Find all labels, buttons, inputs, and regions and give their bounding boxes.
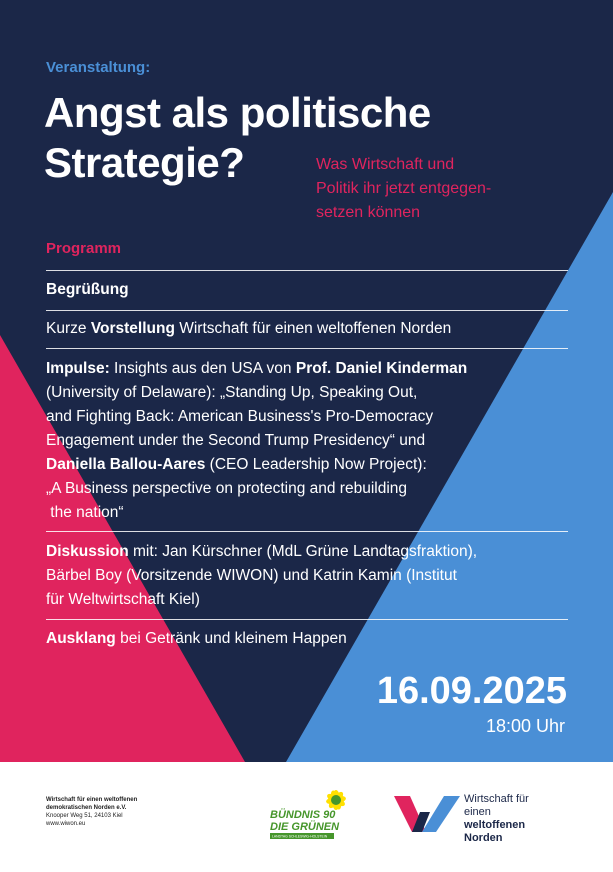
impulse-line: „A Business perspective on protecting and rebuilding <box>46 480 408 497</box>
discussion-label: Diskussion <box>46 543 129 560</box>
impulse-line: and Fighting Back: American Business's Pro-Democracy <box>46 408 434 425</box>
divider <box>46 531 568 532</box>
wiwon-w-icon <box>394 796 460 832</box>
title-line: Strategie? <box>44 139 245 186</box>
program-heading: Programm <box>46 240 122 257</box>
org-street: Knooper Weg 51, 24103 Kiel <box>46 813 123 819</box>
gruene-logo <box>262 778 362 850</box>
intro-bold: Vorstellung <box>90 320 175 337</box>
sunflower-icon <box>325 789 346 811</box>
wiwon-wordmark <box>464 793 529 845</box>
org-name: demokratischen Norden e.V. <box>46 805 127 811</box>
impulse-line: (University of Delaware): „Standing Up, Speaking Out, <box>46 384 418 401</box>
event-date: 16.09.2025 <box>376 670 567 712</box>
subtitle-line: Politik ihr jetzt entgegen- <box>316 180 492 197</box>
divider <box>46 310 568 311</box>
speaker-name: Daniella Ballou-Aares <box>46 456 206 473</box>
intro-text: Wirtschaft für einen weltoffenen Norden <box>174 320 452 337</box>
event-label: Veranstaltung: <box>46 59 151 76</box>
divider <box>46 348 568 349</box>
program-item-closing <box>46 627 568 651</box>
event-time: 18:00 Uhr <box>485 716 565 736</box>
impulse-label: Impulse: <box>46 360 110 377</box>
closing-label: Ausklang <box>46 630 116 647</box>
subtitle-line: setzen können <box>316 204 421 221</box>
subtitle-line: Was Wirtschaft und <box>316 156 455 173</box>
closing-text: bei Getränk und kleinem Happen <box>115 630 347 647</box>
gruene-text: DIE GRÜNEN <box>270 821 340 833</box>
impulse-line <box>46 357 568 381</box>
intro-text: Kurze <box>46 320 91 337</box>
event-subtitle <box>316 153 491 225</box>
divider <box>46 270 568 271</box>
wiwon-text-bold: weltoffenen <box>464 819 526 831</box>
discussion-line: Bärbel Boy (Vorsitzende WIWON) und Katrin Kamin (Institut <box>46 567 457 584</box>
impulse-line: Engagement under the Second Trump Presidency“ und <box>46 432 426 449</box>
organization-address <box>46 796 137 828</box>
program-item-label: Begrüßung <box>46 281 129 298</box>
impulse-text: (CEO Leadership Now Project): <box>205 456 427 473</box>
program-item-impulse <box>46 357 568 525</box>
impulse-line <box>46 453 568 477</box>
program-item-intro <box>46 317 568 341</box>
title-line: Angst als politische <box>44 89 431 136</box>
divider <box>46 619 568 620</box>
wiwon-text-part: einen <box>464 806 491 818</box>
discussion-text: mit: Jan Kürschner (MdL Grüne Landtagsfraktion), <box>128 543 478 560</box>
program-item-welcome <box>46 278 568 302</box>
wiwon-line: Norden <box>464 832 503 844</box>
wiwon-line <box>464 806 529 832</box>
impulse-text: Insights aus den USA von <box>109 360 296 377</box>
speaker-name: Prof. Daniel Kinderman <box>295 360 468 377</box>
gruene-subtext: LANDTAG SCHLESWIG-HOLSTEIN <box>272 834 328 839</box>
discussion-line: für Weltwirtschaft Kiel) <box>46 591 200 608</box>
program-item-discussion <box>46 540 568 612</box>
footer <box>0 762 613 872</box>
discussion-line <box>46 540 568 564</box>
impulse-line: the nation“ <box>46 504 124 521</box>
org-website: www.wiwon.eu <box>46 821 86 827</box>
org-name: Wirtschaft für einen weltoffenen <box>46 797 138 803</box>
gruene-text: BÜNDNIS 90 <box>270 809 336 821</box>
wiwon-line: Wirtschaft für <box>464 793 529 805</box>
